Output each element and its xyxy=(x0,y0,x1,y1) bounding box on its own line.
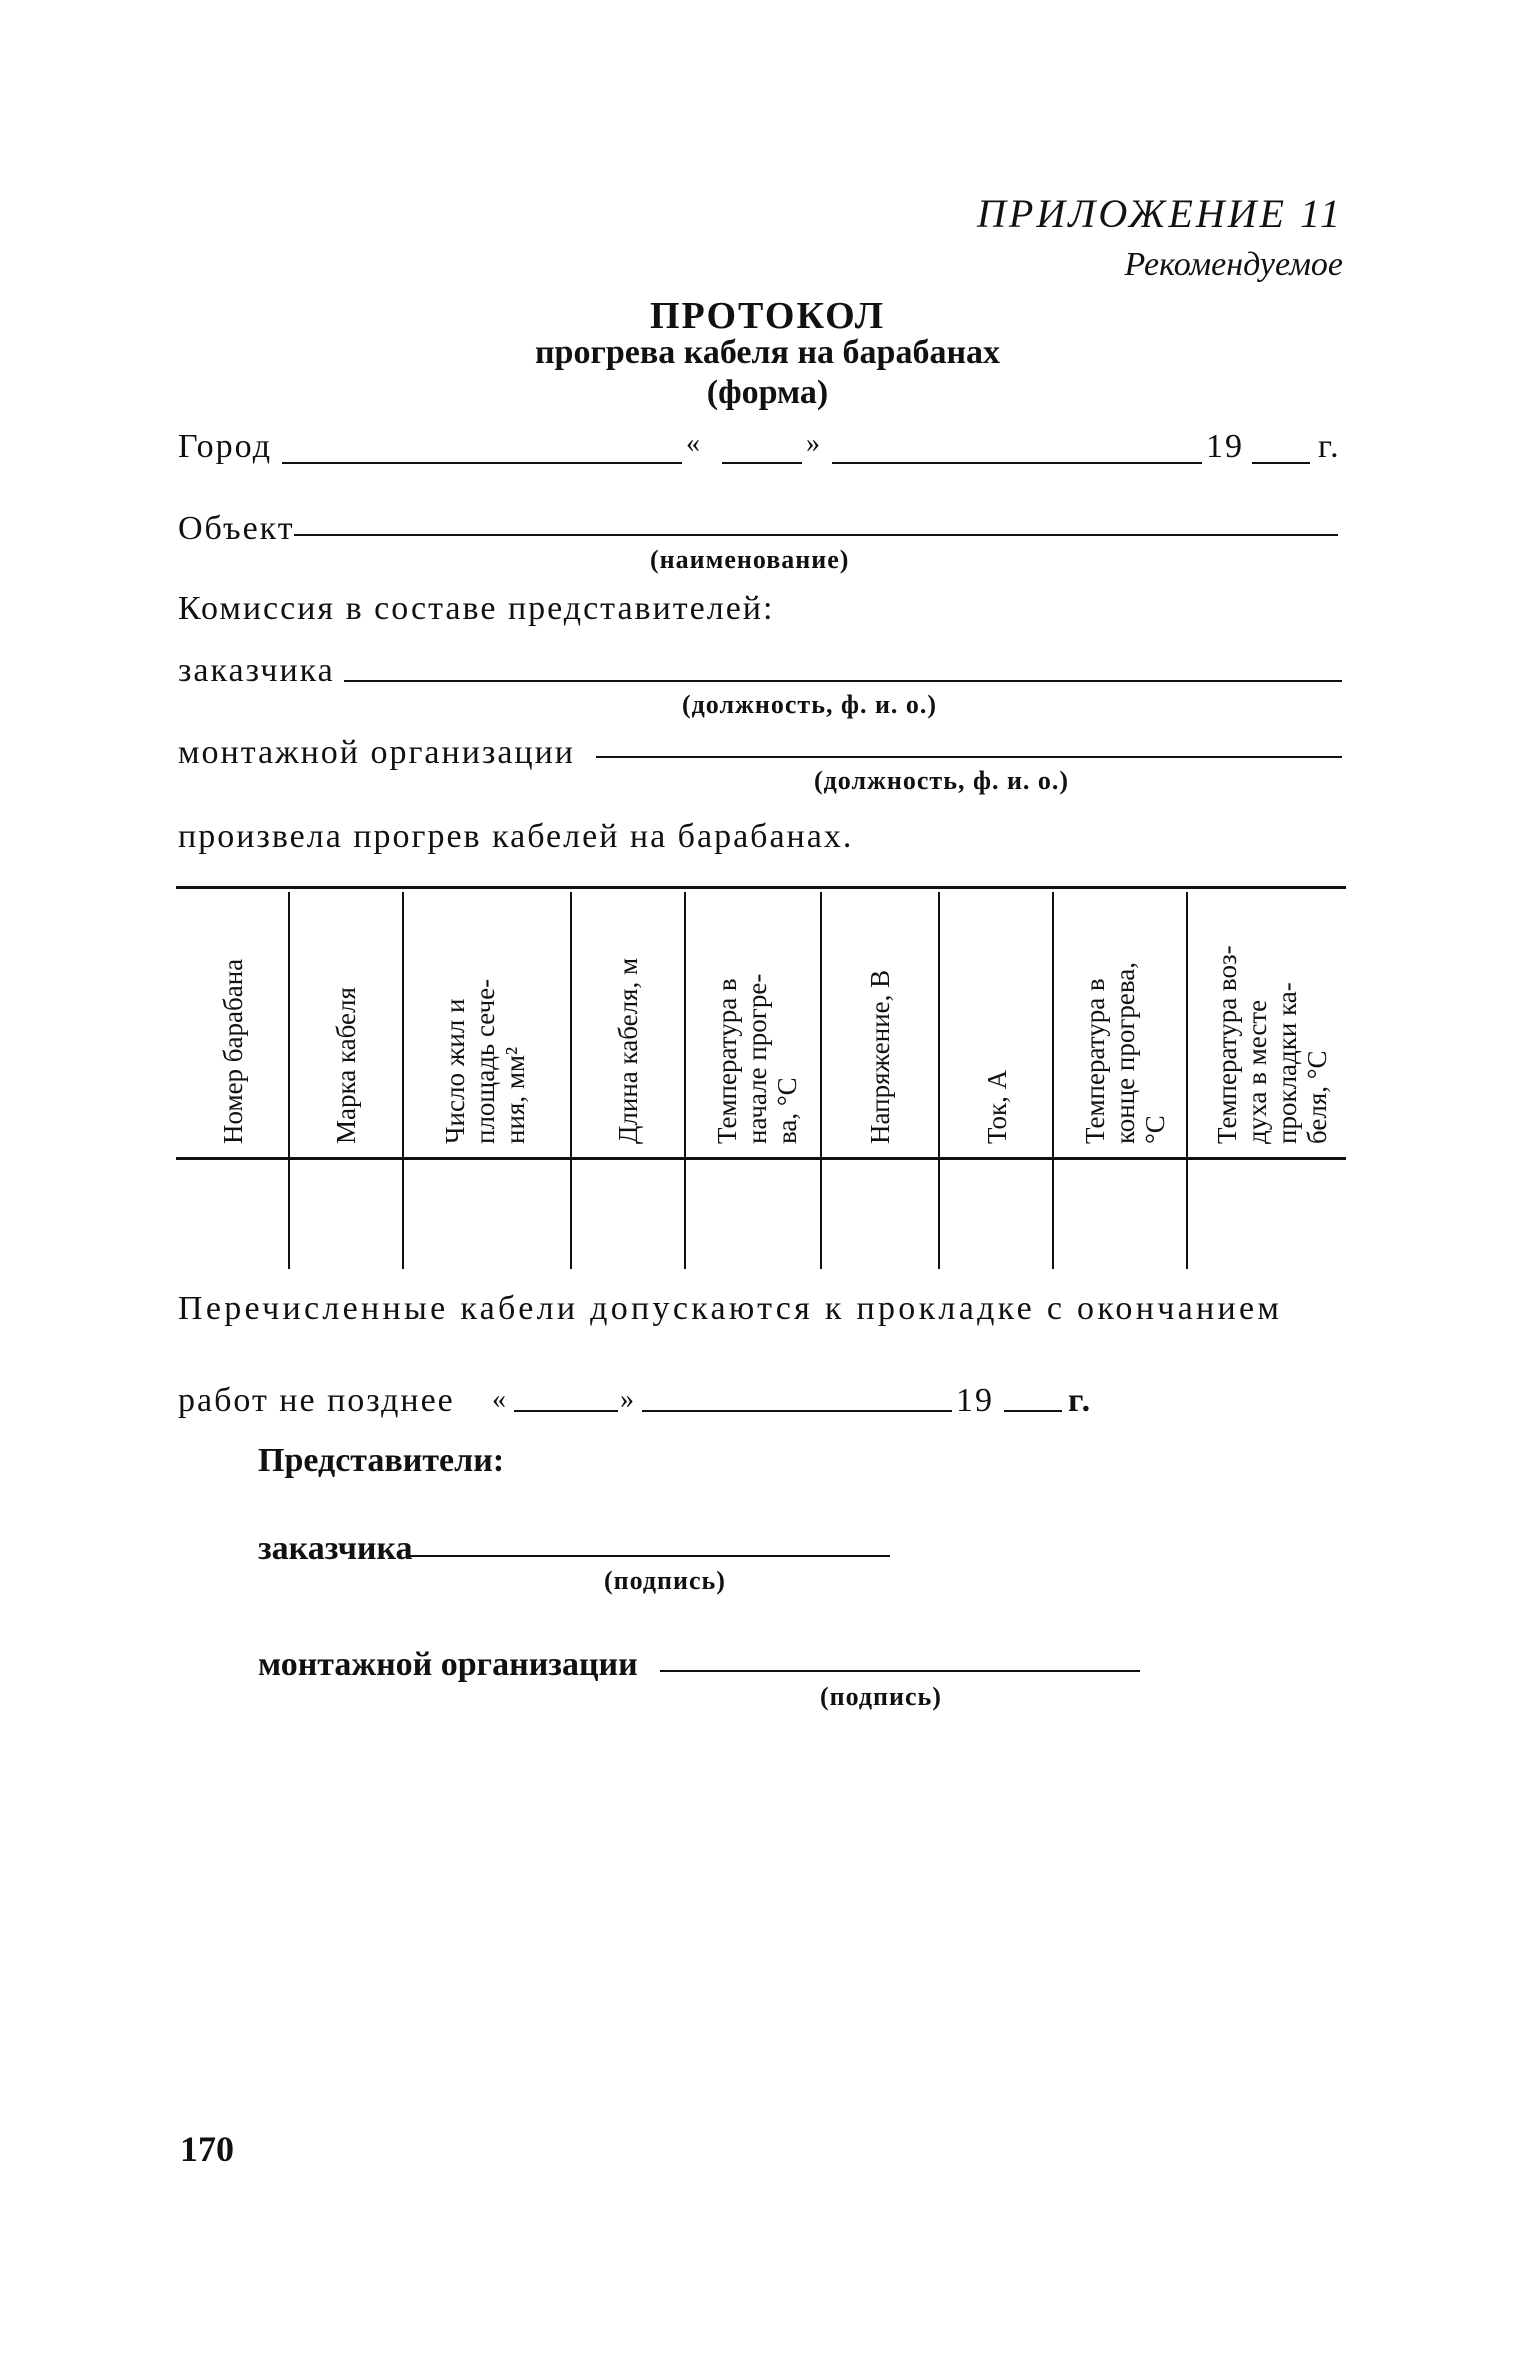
table-col-divider xyxy=(288,892,290,1269)
recommended-label: Рекомендуемое xyxy=(1124,246,1343,283)
sig-installer-hint: (подпись) xyxy=(820,1682,942,1711)
month-field[interactable] xyxy=(832,462,1202,464)
permit-year-field[interactable] xyxy=(1004,1410,1062,1412)
customer-field[interactable] xyxy=(344,680,1342,682)
permit-day-field[interactable] xyxy=(514,1410,618,1412)
table-col-divider xyxy=(684,892,686,1269)
sig-customer-label: заказчика xyxy=(258,1530,413,1567)
year-field[interactable] xyxy=(1252,462,1310,464)
page-number: 170 xyxy=(180,2129,234,2169)
year-prefix: 19 xyxy=(1206,428,1244,465)
object-hint: (наименование) xyxy=(650,545,850,574)
table-col-divider xyxy=(938,892,940,1269)
representatives-label: Представители: xyxy=(258,1442,505,1479)
table-top-rule xyxy=(176,886,1346,889)
document-title: ПРОТОКОЛ xyxy=(649,295,886,337)
table-col-divider xyxy=(402,892,404,1269)
appendix-label: ПРИЛОЖЕНИЕ 11 xyxy=(977,191,1343,236)
year-suffix: г. xyxy=(1318,428,1341,465)
performed-text: произвела прогрев кабелей на барабанах. xyxy=(178,818,854,855)
quote-close: » xyxy=(620,1384,636,1415)
quote-open: « xyxy=(686,428,702,459)
table-col-divider xyxy=(570,892,572,1269)
sig-customer-field[interactable] xyxy=(410,1555,890,1557)
city-field[interactable] xyxy=(282,462,682,464)
table-header-cell: Марка кабеля xyxy=(331,987,361,1144)
form-label: (форма) xyxy=(706,374,829,411)
quote-open: « xyxy=(492,1384,508,1415)
table-col-divider xyxy=(1052,892,1054,1269)
quote-close: » xyxy=(806,428,822,459)
permit-year-prefix: 19 xyxy=(956,1382,994,1419)
customer-hint: (должность, ф. и. о.) xyxy=(682,690,938,719)
table-header-cell: Номер барабана xyxy=(218,958,248,1144)
table-header-cell: Длина кабеля, м xyxy=(613,957,643,1144)
table-header-cell: Температура воз- духа в месте прокладки ка- беля, °С xyxy=(1212,945,1332,1144)
customer-label: заказчика xyxy=(178,652,335,689)
table-header-cell: Температура в начале прогре- ва, °С xyxy=(712,973,802,1144)
table-header-cell: Число жил и площадь сече- ния, мм² xyxy=(440,978,530,1144)
table-header-cell: Температура в конце прогрева, °С xyxy=(1080,961,1170,1144)
commission-text: Комиссия в составе представителей: xyxy=(178,590,775,627)
object-label: Объект xyxy=(178,510,295,547)
permit-month-field[interactable] xyxy=(642,1410,952,1412)
day-field[interactable] xyxy=(722,462,802,464)
installer-field[interactable] xyxy=(596,756,1342,758)
permit-text-1: Перечисленные кабели допускаются к прокладке с окончанием xyxy=(178,1290,1283,1327)
sig-installer-field[interactable] xyxy=(660,1670,1140,1672)
installer-hint: (должность, ф. и. о.) xyxy=(814,766,1070,795)
sig-customer-hint: (подпись) xyxy=(604,1566,726,1595)
table-col-divider xyxy=(1186,892,1188,1269)
table-header-rule xyxy=(176,1157,1346,1160)
table-header-cell: Напряжение, В xyxy=(865,969,895,1144)
installer-label: монтажной организации xyxy=(178,734,575,771)
object-field[interactable] xyxy=(294,534,1338,536)
permit-year-suffix: г. xyxy=(1068,1382,1093,1419)
table-col-divider xyxy=(820,892,822,1269)
sig-installer-label: монтажной организации xyxy=(258,1646,638,1683)
permit-text-2: работ не позднее xyxy=(178,1382,455,1419)
city-label: Город xyxy=(178,428,272,465)
document-subtitle: прогрева кабеля на барабанах xyxy=(534,334,1001,371)
table-header-cell: Ток, А xyxy=(982,1069,1012,1144)
